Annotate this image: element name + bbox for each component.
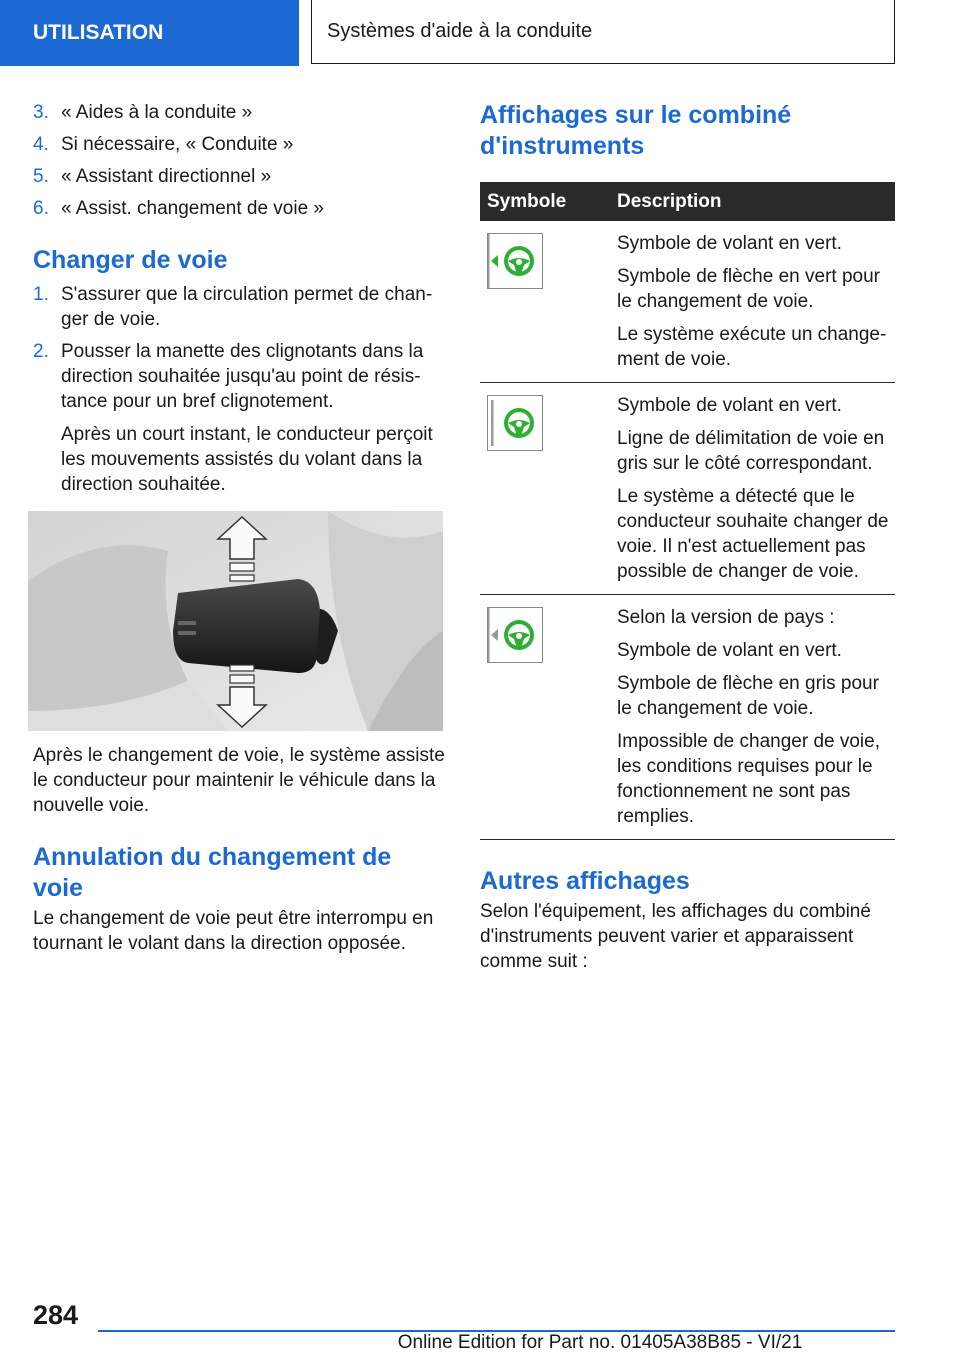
- list-item: [33, 132, 445, 157]
- after-lane-change-text: Après le changement de voie, le système assiste le conducteur pour maintenir le véhicule dans la nouvelle voie.: [33, 745, 445, 816]
- heading-change-lane: Changer de voie: [33, 246, 228, 274]
- chapter-tab[interactable]: Systèmes d'aide à la conduite: [311, 0, 895, 64]
- list-item: [33, 282, 445, 332]
- page-header: [0, 0, 960, 66]
- description-line: Ligne de délimitation de voie en gris sur le côté correspondant.: [617, 428, 885, 474]
- step-number: 6.: [33, 198, 49, 219]
- step-text: « Assistant directionnel »: [61, 166, 272, 187]
- step-text: Pousser la manette des clignotants dans la direction souhaitée jusqu'au point de résistance pour un bref clignotement.: [61, 341, 424, 412]
- step-note: Après un court instant, le conducteur perçoit les mouvements assistés du volant dans la direction souhaitée.: [61, 424, 433, 495]
- description-line: Symbole de volant en vert.: [617, 395, 842, 416]
- change-lane-steps: [33, 282, 445, 497]
- table-row: [480, 221, 895, 383]
- other-displays-text: Selon l'équipement, les affichages du combiné d'instruments peuvent varier et apparaissent comme suit :: [480, 901, 871, 972]
- left-column: [33, 100, 445, 956]
- turn-signal-lever-illustration: [28, 511, 443, 731]
- description-line: Le système exécute un changement de voie.: [617, 324, 887, 370]
- cancel-lane-change-text: Le changement de voie peut être interrompu en tournant le volant dans la direction opposée.: [33, 908, 434, 954]
- description-line: Le système a détecté que le conducteur souhaite changer de voie. Il n'est actuellement pas possible de changer de voie.: [617, 486, 889, 582]
- step-text: Si nécessaire, « Conduite »: [61, 134, 294, 155]
- steering-wheel-green-lane-gray-icon: [487, 395, 543, 451]
- list-item: [33, 196, 445, 221]
- step-text: « Assist. changement de voie »: [61, 198, 324, 219]
- description-line: Symbole de flèche en vert pour le changement de voie.: [617, 266, 880, 312]
- description-line: Impossible de changer de voie, les conditions requises pour le fonctionnement ne sont pas remplies.: [617, 731, 880, 827]
- steering-wheel-green-arrow-left-gray-icon: [487, 607, 543, 663]
- column-header-description: Description: [617, 182, 895, 221]
- heading-cancel-lane-change: Annulation du changement de voie: [33, 843, 392, 902]
- description-line: Symbole de volant en vert.: [617, 640, 842, 661]
- list-item: [33, 339, 445, 497]
- step-text: S'assurer que la circulation permet de changer de voie.: [61, 284, 433, 330]
- list-item: [33, 100, 445, 125]
- description-line: Selon la version de pays :: [617, 607, 835, 628]
- table-row: [480, 595, 895, 840]
- step-number: 1.: [33, 284, 49, 305]
- symbol-table: [480, 182, 895, 840]
- section-tab[interactable]: UTILISATION: [0, 0, 299, 66]
- step-number: 3.: [33, 102, 49, 123]
- heading-other-displays: Autres affichages: [480, 867, 690, 895]
- edition-footer: Online Edition for Part no. 01405A38B85 - VI/21: [397, 1332, 803, 1353]
- step-number: 4.: [33, 134, 49, 155]
- right-column: [480, 100, 895, 974]
- table-row: [480, 383, 895, 595]
- description-line: Symbole de flèche en gris pour le changement de voie.: [617, 673, 879, 719]
- settings-steps: [33, 100, 445, 221]
- step-text: « Aides à la conduite »: [61, 102, 253, 123]
- table-header-row: [480, 182, 895, 221]
- description-line: Symbole de volant en vert.: [617, 233, 842, 254]
- heading-instrument-displays: Affichages sur le combiné d'instruments: [480, 101, 792, 160]
- step-number: 2.: [33, 341, 49, 362]
- column-header-symbol: Symbole: [480, 182, 617, 221]
- step-number: 5.: [33, 166, 49, 187]
- page-number: 284: [33, 1300, 79, 1330]
- steering-wheel-green-arrow-left-green-icon: [487, 233, 543, 289]
- list-item: [33, 164, 445, 189]
